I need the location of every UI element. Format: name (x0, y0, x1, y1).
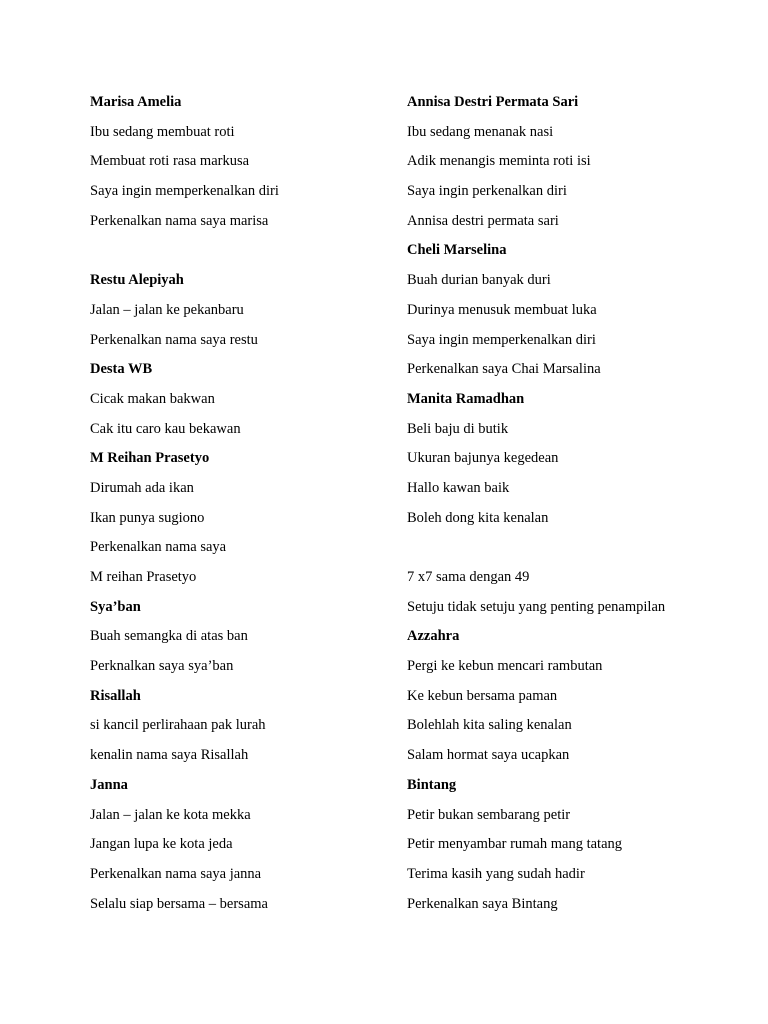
poem-line: Perkenalkan nama saya marisa (90, 212, 269, 229)
poem-line: Boleh dong kita kenalan (407, 509, 549, 526)
poem-line: Jalan – jalan ke kota mekka (90, 806, 251, 823)
poem-line: Setuju tidak setuju yang penting penampilan (407, 598, 666, 615)
poem-author-heading: Sya’ban (90, 598, 141, 615)
poem-author-heading: Bintang (407, 776, 457, 793)
poem-line: Adik menangis meminta roti isi (407, 153, 591, 170)
poem-author-heading: Manita Ramadhan (407, 390, 525, 407)
poem-line: 7 x7 sama dengan 49 (407, 569, 530, 585)
poem-line: Perkenalkan nama saya restu (90, 331, 258, 348)
poem-line: Jangan lupa ke kota jeda (90, 836, 233, 853)
poem-line: Ke kebun bersama paman (407, 687, 558, 704)
poem-line: Membuat roti rasa markusa (90, 153, 250, 170)
poem-author-heading: M Reihan Prasetyo (90, 450, 210, 467)
poem-line: Cicak makan bakwan (90, 390, 215, 407)
poem-author-heading: Cheli Marselina (407, 242, 507, 259)
poem-line: Ikan punya sugiono (90, 509, 205, 526)
poem-line: Perkenalkan saya Chai Marsalina (407, 361, 601, 378)
right-column (407, 90, 737, 921)
poem-author-heading: Restu Alepiyah (90, 272, 184, 289)
poem-author-heading: Azzahra (407, 628, 460, 645)
poem-line: Buah semangka di atas ban (90, 628, 248, 645)
poem-line: Saya ingin perkenalkan diri (407, 183, 567, 200)
poem-line: Selalu siap bersama – bersama (90, 895, 268, 912)
poem-line: Salam hormat saya ucapkan (407, 747, 570, 764)
poem-line: M reihan Prasetyo (90, 569, 197, 585)
poem-line: Bolehlah kita saling kenalan (407, 717, 572, 734)
poem-line: Petir menyambar rumah mang tatang (407, 836, 623, 853)
poem-line: Saya ingin memperkenalkan diri (90, 183, 279, 200)
poem-line: Saya ingin memperkenalkan diri (407, 331, 596, 348)
poem-line: Petir bukan sembarang petir (407, 806, 571, 823)
poem-line: Cak itu caro kau bekawan (90, 420, 241, 437)
poem-author-heading: Marisa Amelia (90, 94, 182, 110)
poem-line: si kancil perlirahaan pak lurah (90, 717, 266, 734)
poem-line: Durinya menusuk membuat luka (407, 301, 597, 318)
poem-line: Ukuran bajunya kegedean (407, 450, 559, 467)
poem-line: Perkenalkan nama saya (90, 539, 227, 556)
poem-line: Perkenalkan saya Bintang (407, 895, 558, 912)
poem-line: Terima kasih yang sudah hadir (407, 865, 585, 882)
poem-line: Jalan – jalan ke pekanbaru (90, 301, 244, 318)
poem-author-heading: Annisa Destri Permata Sari (407, 94, 579, 110)
poem-line: Buah durian banyak duri (407, 272, 551, 289)
left-column (90, 90, 390, 921)
poem-line: Ibu sedang membuat roti (90, 123, 235, 140)
poem-line: Hallo kawan baik (407, 479, 510, 496)
poem-line: kenalin nama saya Risallah (90, 747, 249, 764)
poem-line: Dirumah ada ikan (90, 479, 194, 496)
poem-line: Pergi ke kebun mencari rambutan (407, 658, 603, 675)
poem-author-heading: Janna (90, 776, 128, 793)
poem-line: Beli baju di butik (407, 420, 509, 437)
poem-author-heading: Risallah (90, 687, 141, 704)
poem-line: Ibu sedang menanak nasi (407, 123, 554, 140)
poem-line: Perkenalkan nama saya janna (90, 865, 262, 882)
blank-line (90, 238, 390, 268)
poem-line: Annisa destri permata sari (407, 212, 559, 229)
poem-line: Perknalkan saya sya’ban (90, 658, 234, 675)
blank-line (407, 535, 737, 565)
poem-author-heading: Desta WB (90, 361, 153, 378)
